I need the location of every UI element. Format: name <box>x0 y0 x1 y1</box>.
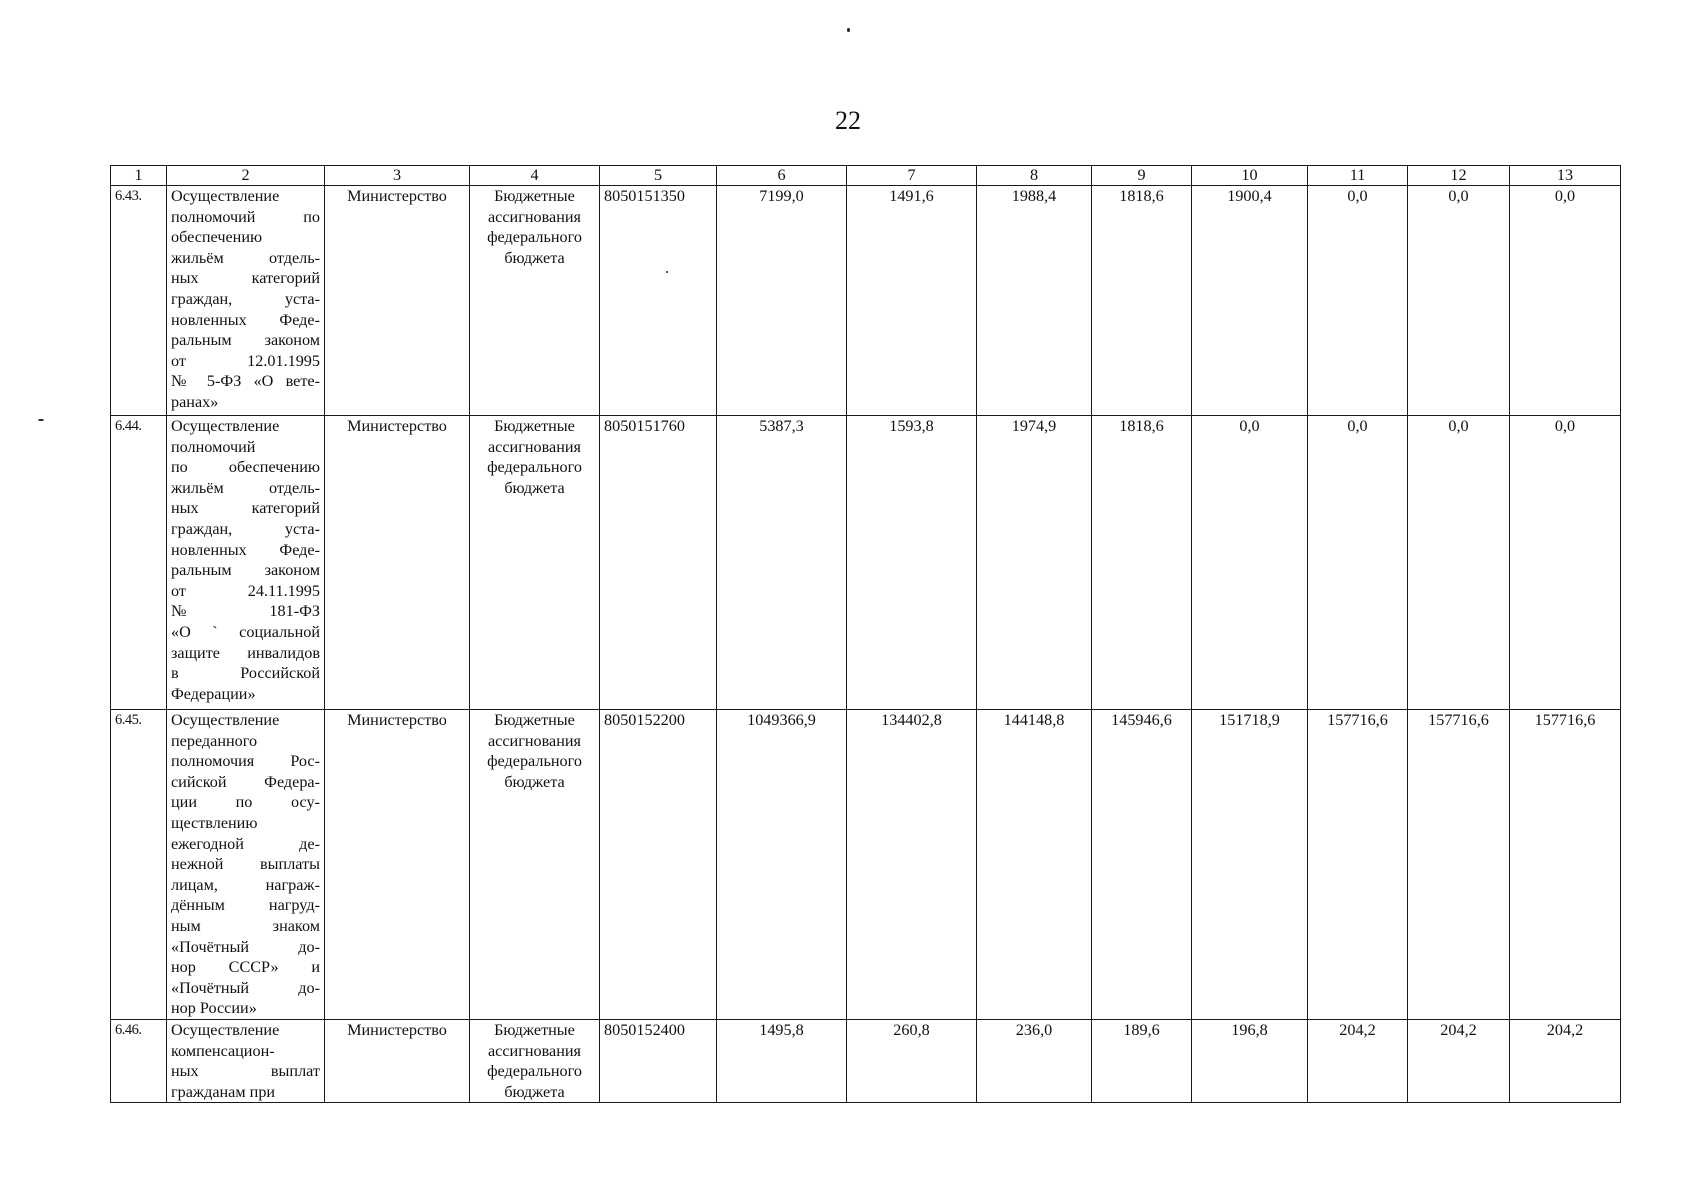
activity-name-line: от 12.01.1995 <box>171 351 320 370</box>
activity-name-line: в Российской <box>171 664 320 683</box>
activity-name-line: ральным законом <box>171 561 320 580</box>
activity-name-line: сийской Федера- <box>171 772 320 791</box>
activity-name-line: ных категорий <box>171 269 320 288</box>
activity-name-line: гражданам при <box>171 1082 276 1101</box>
activity-name-line: жильём отдель- <box>171 478 320 497</box>
activity-name-line: защите инвалидов <box>171 643 320 662</box>
amount-col-13: 0,0 <box>1510 416 1621 710</box>
activity-name-line: обеспечению <box>171 228 263 247</box>
activity-name-line: Осуществление <box>171 187 280 205</box>
activity-name-line: новленных Феде- <box>171 540 320 559</box>
activity-name-line: ным знаком <box>171 916 320 935</box>
column-number-6: 6 <box>717 166 847 186</box>
activity-name-line: Осуществление <box>171 1021 280 1039</box>
amount-col-6: 1049366,9 <box>717 710 847 1020</box>
activity-name-line: от 24.11.1995 <box>171 581 320 600</box>
amount-col-6: 7199,0 <box>717 186 847 416</box>
activity-name-line: «О ` социальной <box>171 622 320 641</box>
table-row <box>111 1020 1621 1103</box>
amount-col-8: 1988,4 <box>977 186 1092 416</box>
amount-col-12: 0,0 <box>1408 416 1510 710</box>
table-row <box>111 710 1621 1020</box>
activity-name-line: ральным законом <box>171 331 320 350</box>
activity-name-line: дённым нагруд- <box>171 896 320 915</box>
funding-source: Бюджетные ассигнования федерального бюджета <box>470 710 600 1020</box>
activity-name-line: Федерации» <box>171 684 256 703</box>
executor: Министерство <box>325 710 470 1020</box>
column-number-13: 13 <box>1510 166 1621 186</box>
scan-speck-top <box>847 28 850 32</box>
amount-col-13: 0,0 <box>1510 186 1621 416</box>
activity-name-line: «Почётный до- <box>171 937 320 956</box>
scan-speck-left <box>38 419 44 421</box>
activity-name-line: № 181-ФЗ <box>171 602 320 621</box>
column-number-2: 2 <box>167 166 325 186</box>
executor: Министерство <box>325 1020 470 1103</box>
budget-code: 8050152400 <box>600 1020 717 1103</box>
budget-code: 8050151760 <box>600 416 717 710</box>
activity-name-line: ранах» <box>171 392 219 411</box>
amount-col-8: 144148,8 <box>977 710 1092 1020</box>
budget-table <box>110 165 1621 1103</box>
amount-col-11: 0,0 <box>1308 186 1408 416</box>
amount-col-6: 1495,8 <box>717 1020 847 1103</box>
column-number-10: 10 <box>1192 166 1308 186</box>
column-number-11: 11 <box>1308 166 1408 186</box>
activity-name-line: переданного <box>171 731 258 750</box>
column-number-5: 5 <box>600 166 717 186</box>
column-number-8: 8 <box>977 166 1092 186</box>
activity-name-line: ежегодной де- <box>171 834 320 853</box>
budget-code: 8050151350 <box>600 186 717 416</box>
column-number-1: 1 <box>111 166 167 186</box>
amount-col-10: 0,0 <box>1192 416 1308 710</box>
amount-col-7: 1593,8 <box>847 416 977 710</box>
activity-name-line: полномочия Рос- <box>171 752 320 771</box>
row-number: 6.44. <box>111 416 167 710</box>
column-number-4: 4 <box>470 166 600 186</box>
activity-name-line: полномочий <box>171 437 256 456</box>
amount-col-11: 157716,6 <box>1308 710 1408 1020</box>
activity-name <box>167 416 325 710</box>
activity-name <box>167 710 325 1020</box>
amount-col-9: 1818,6 <box>1092 186 1192 416</box>
activity-name-line: ществлению <box>171 813 258 832</box>
activity-name-line: нор СССР» и <box>171 958 320 977</box>
amount-col-6: 5387,3 <box>717 416 847 710</box>
column-number-9: 9 <box>1092 166 1192 186</box>
budget-code: 8050152200 <box>600 710 717 1020</box>
amount-col-10: 151718,9 <box>1192 710 1308 1020</box>
activity-name-line: № 5-ФЗ «О вете- <box>171 372 320 391</box>
activity-name-line: Осуществление <box>171 711 280 729</box>
funding-source: Бюджетные ассигнования федерального бюджета <box>470 416 600 710</box>
table-row <box>111 416 1621 710</box>
amount-col-9: 189,6 <box>1092 1020 1192 1103</box>
amount-col-8: 1974,9 <box>977 416 1092 710</box>
row-number: 6.46. <box>111 1020 167 1103</box>
activity-name-line: по обеспечению <box>171 458 320 477</box>
funding-source: Бюджетные ассигнования федерального бюджета <box>470 1020 600 1103</box>
amount-col-9: 145946,6 <box>1092 710 1192 1020</box>
amount-col-8: 236,0 <box>977 1020 1092 1103</box>
funding-source: Бюджетные ассигнования федерального бюджета <box>470 186 600 416</box>
amount-col-13: 157716,6 <box>1510 710 1621 1020</box>
activity-name-line: ных выплат <box>171 1062 320 1081</box>
amount-col-10: 196,8 <box>1192 1020 1308 1103</box>
column-number-3: 3 <box>325 166 470 186</box>
activity-name-line: лицам, награж- <box>171 875 320 894</box>
amount-col-12: 204,2 <box>1408 1020 1510 1103</box>
table-row <box>111 186 1621 416</box>
activity-name-line: нежной выплаты <box>171 855 320 874</box>
executor: Министерство <box>325 416 470 710</box>
activity-name-line: компенсацион- <box>171 1041 275 1060</box>
amount-col-11: 0,0 <box>1308 416 1408 710</box>
amount-col-11: 204,2 <box>1308 1020 1408 1103</box>
activity-name-line: Осуществление <box>171 417 280 435</box>
activity-name-line: нор России» <box>171 999 257 1018</box>
activity-name-line: жильём отдель- <box>171 248 320 267</box>
column-number-12: 12 <box>1408 166 1510 186</box>
amount-col-12: 0,0 <box>1408 186 1510 416</box>
row-number: 6.45. <box>111 710 167 1020</box>
amount-col-9: 1818,6 <box>1092 416 1192 710</box>
amount-col-7: 260,8 <box>847 1020 977 1103</box>
amount-col-10: 1900,4 <box>1192 186 1308 416</box>
amount-col-12: 157716,6 <box>1408 710 1510 1020</box>
executor: Министерство <box>325 186 470 416</box>
amount-col-7: 1491,6 <box>847 186 977 416</box>
column-number-7: 7 <box>847 166 977 186</box>
activity-name-line: «Почётный до- <box>171 978 320 997</box>
row-number: 6.43. <box>111 186 167 416</box>
page-number: 22 <box>835 106 861 135</box>
activity-name-line: новленных Феде- <box>171 310 320 329</box>
amount-col-7: 134402,8 <box>847 710 977 1020</box>
activity-name <box>167 1020 325 1103</box>
activity-name <box>167 186 325 416</box>
activity-name-line: ных категорий <box>171 499 320 518</box>
column-number-row <box>111 166 1621 186</box>
activity-name-line: граждан, уста- <box>171 519 320 538</box>
activity-name-line: ции по осу- <box>171 793 320 812</box>
amount-col-13: 204,2 <box>1510 1020 1621 1103</box>
activity-name-line: граждан, уста- <box>171 289 320 308</box>
activity-name-line: полномочий по <box>171 207 320 226</box>
